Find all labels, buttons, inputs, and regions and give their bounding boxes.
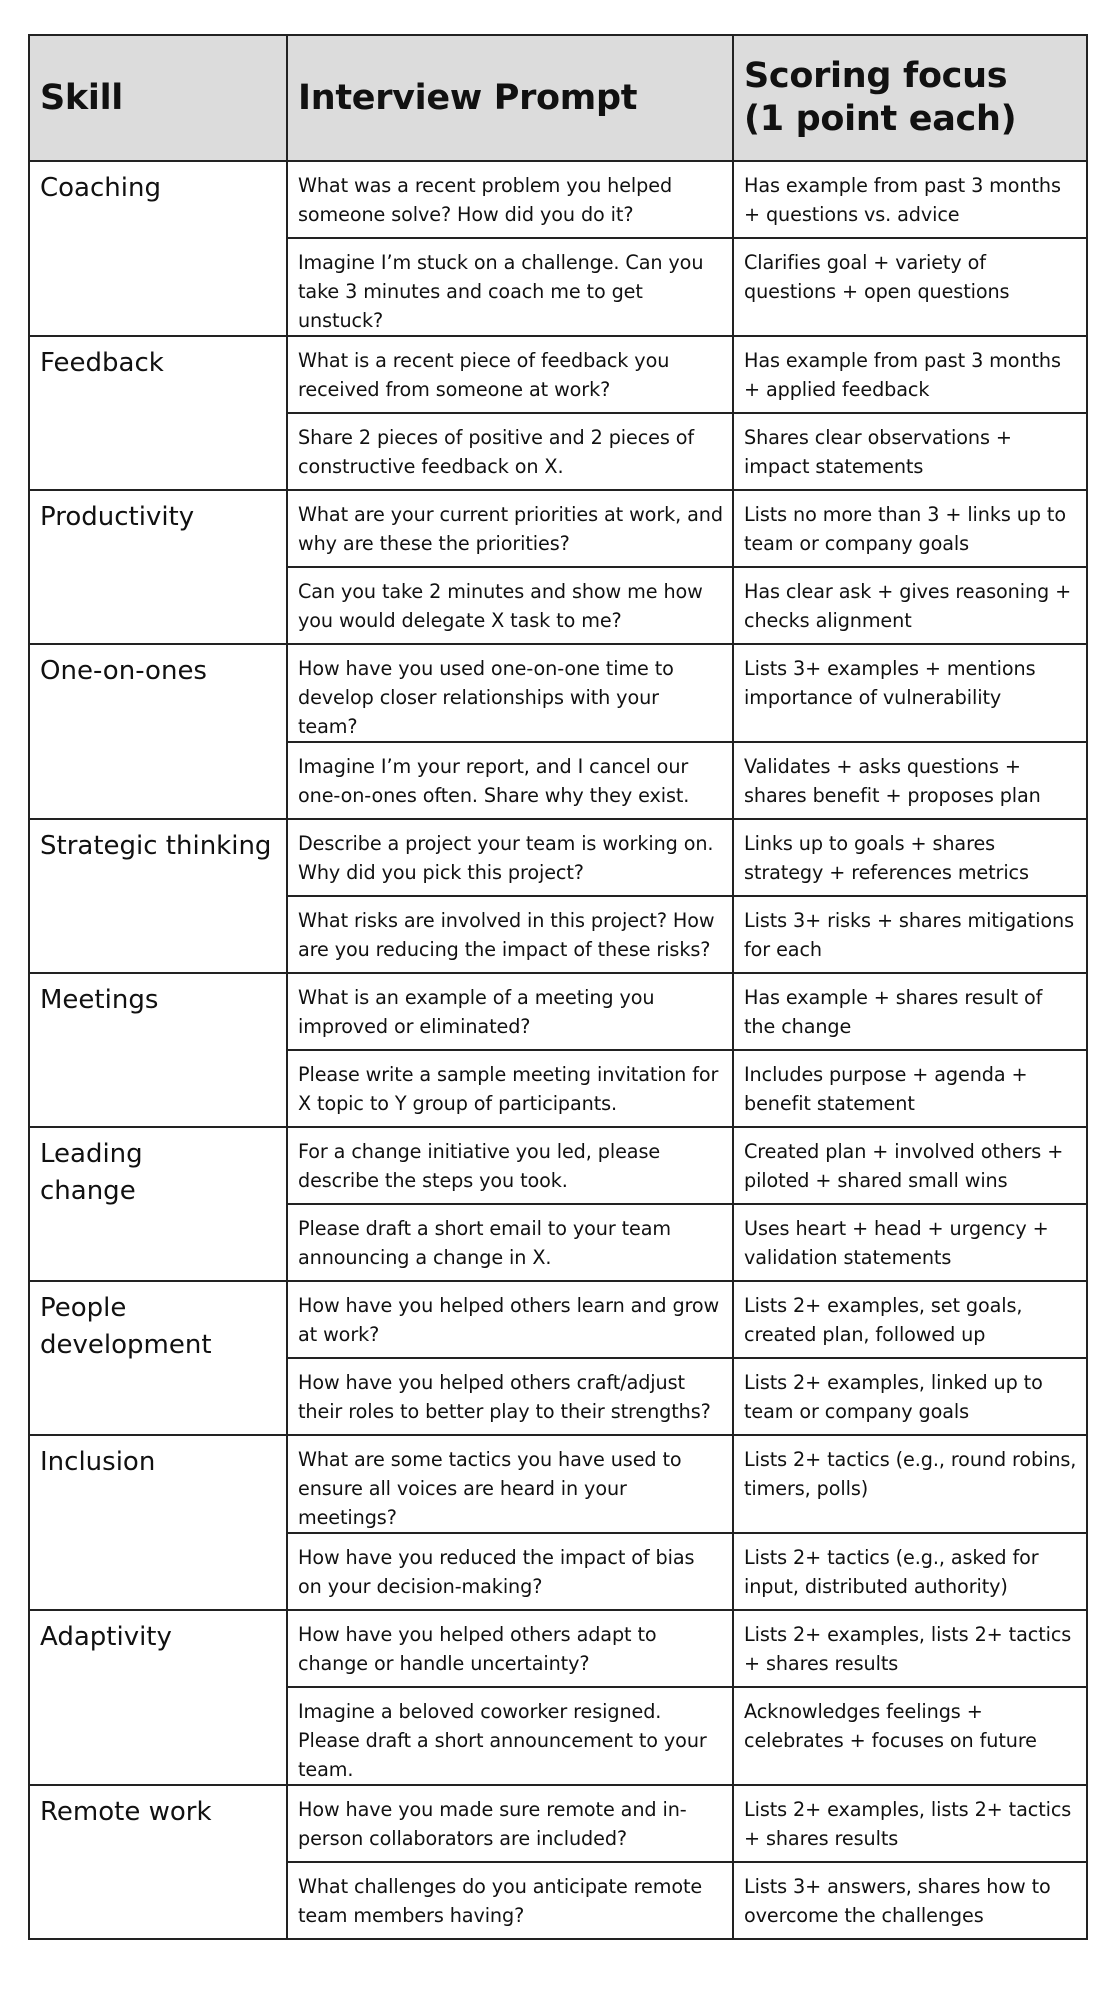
scoring-focus-cell: Lists 2+ tactics (e.g., round robins, timers, polls) — [733, 1435, 1087, 1533]
header-skill-label: Skill — [40, 77, 123, 118]
scoring-focus-cell: Lists 2+ examples, lists 2+ tactics + shares results — [733, 1610, 1087, 1687]
scoring-focus-cell: Created plan + involved others + piloted + shared small wins — [733, 1127, 1087, 1204]
header-scoring-focus — [733, 35, 1087, 161]
scoring-focus-cell: Lists 2+ examples, set goals, created plan, followed up — [733, 1281, 1087, 1358]
interview-prompt-cell: What is an example of a meeting you improved or eliminated? — [287, 973, 733, 1050]
header-skill — [29, 35, 287, 161]
interview-prompt-cell: How have you helped others adapt to change or handle uncertainty? — [287, 1610, 733, 1687]
skill-cell — [29, 490, 287, 644]
interview-prompt-cell: What risks are involved in this project? How are you reducing the impact of these risks? — [287, 896, 733, 973]
skill-cell — [29, 1785, 287, 1939]
scoring-focus-cell: Has example + shares result of the change — [733, 973, 1087, 1050]
interview-prompt-cell: Share 2 pieces of positive and 2 pieces of constructive feedback on X. — [287, 413, 733, 490]
table-row — [29, 161, 1087, 238]
skills-interview-table-container — [28, 34, 1086, 1940]
skill-name: Coaching — [40, 173, 161, 203]
table-row — [29, 1785, 1087, 1862]
skill-cell — [29, 1127, 287, 1281]
skills-interview-table — [28, 34, 1088, 1940]
interview-prompt-cell: For a change initiative you led, please describe the steps you took. — [287, 1127, 733, 1204]
interview-prompt-cell: Imagine a beloved coworker resigned. Please draft a short announcement to your team. — [287, 1687, 733, 1785]
interview-prompt-cell: How have you used one-on-one time to develop closer relationships with your team? — [287, 644, 733, 742]
scoring-focus-cell: Has example from past 3 months + questions vs. advice — [733, 161, 1087, 238]
scoring-focus-cell: Shares clear observations + impact statements — [733, 413, 1087, 490]
header-row — [29, 35, 1087, 161]
skill-name: Adaptivity — [40, 1622, 172, 1652]
table-row — [29, 490, 1087, 567]
interview-prompt-cell: Please write a sample meeting invitation for X topic to Y group of participants. — [287, 1050, 733, 1127]
interview-prompt-cell: What is a recent piece of feedback you received from someone at work? — [287, 336, 733, 413]
table-row — [29, 644, 1087, 742]
skill-cell — [29, 819, 287, 973]
skill-name: Meetings — [40, 985, 159, 1015]
scoring-focus-cell: Uses heart + head + urgency + validation statements — [733, 1204, 1087, 1281]
interview-prompt-cell: Can you take 2 minutes and show me how you would delegate X task to me? — [287, 567, 733, 644]
skill-name: Inclusion — [40, 1447, 156, 1477]
skill-cell — [29, 161, 287, 336]
scoring-focus-cell: Links up to goals + shares strategy + references metrics — [733, 819, 1087, 896]
table-row — [29, 1610, 1087, 1687]
interview-prompt-cell: Imagine I’m your report, and I cancel our one-on-ones often. Share why they exist. — [287, 742, 733, 819]
header-prompt-label: Interview Prompt — [298, 77, 638, 118]
interview-prompt-cell: What are your current priorities at work, and why are these the priorities? — [287, 490, 733, 567]
table-row — [29, 1281, 1087, 1358]
table-row — [29, 1127, 1087, 1204]
interview-prompt-cell: Describe a project your team is working on. Why did you pick this project? — [287, 819, 733, 896]
skill-name: Strategic thinking — [40, 831, 272, 861]
interview-prompt-cell: How have you helped others craft/adjust their roles to better play to their strengths? — [287, 1358, 733, 1435]
interview-prompt-cell: What challenges do you anticipate remote team members having? — [287, 1862, 733, 1939]
scoring-focus-cell: Acknowledges feelings + celebrates + focuses on future — [733, 1687, 1087, 1785]
table-row — [29, 973, 1087, 1050]
scoring-focus-cell: Lists 3+ answers, shares how to overcome the challenges — [733, 1862, 1087, 1939]
interview-prompt-cell: How have you helped others learn and grow at work? — [287, 1281, 733, 1358]
skill-name: Productivity — [40, 502, 195, 532]
table-row — [29, 1435, 1087, 1533]
skill-cell — [29, 1281, 287, 1435]
header-scoring-label: Scoring focus (1 point each) — [744, 56, 1017, 139]
scoring-focus-cell: Lists 2+ examples, linked up to team or company goals — [733, 1358, 1087, 1435]
scoring-focus-cell: Lists 3+ risks + shares mitigations for each — [733, 896, 1087, 973]
interview-prompt-cell: How have you reduced the impact of bias on your decision-making? — [287, 1533, 733, 1610]
skill-cell — [29, 644, 287, 819]
scoring-focus-cell: Lists 2+ tactics (e.g., asked for input, distributed authority) — [733, 1533, 1087, 1610]
scoring-focus-cell: Lists 3+ examples + mentions importance of vulnerability — [733, 644, 1087, 742]
interview-prompt-cell: Imagine I’m stuck on a challenge. Can you take 3 minutes and coach me to get unstuck? — [287, 238, 733, 336]
table-body — [29, 161, 1087, 1939]
scoring-focus-cell: Lists no more than 3 + links up to team or company goals — [733, 490, 1087, 567]
skill-name: Feedback — [40, 348, 164, 378]
skill-cell — [29, 973, 287, 1127]
interview-prompt-cell: Please draft a short email to your team announcing a change in X. — [287, 1204, 733, 1281]
skill-name: Remote work — [40, 1797, 212, 1827]
header-interview-prompt — [287, 35, 733, 161]
scoring-focus-cell: Validates + asks questions + shares benefit + proposes plan — [733, 742, 1087, 819]
skill-cell — [29, 336, 287, 490]
scoring-focus-cell: Has clear ask + gives reasoning + checks alignment — [733, 567, 1087, 644]
table-row — [29, 336, 1087, 413]
skill-cell — [29, 1610, 287, 1785]
scoring-focus-cell: Has example from past 3 months + applied feedback — [733, 336, 1087, 413]
skill-name: One-on-ones — [40, 656, 207, 686]
interview-prompt-cell: What are some tactics you have used to ensure all voices are heard in your meetings? — [287, 1435, 733, 1533]
scoring-focus-cell: Includes purpose + agenda + benefit statement — [733, 1050, 1087, 1127]
table-row — [29, 819, 1087, 896]
scoring-focus-cell: Lists 2+ examples, lists 2+ tactics + shares results — [733, 1785, 1087, 1862]
table-header — [29, 35, 1087, 161]
skill-name: Leading change — [40, 1139, 143, 1206]
skill-cell — [29, 1435, 287, 1610]
interview-prompt-cell: What was a recent problem you helped someone solve? How did you do it? — [287, 161, 733, 238]
interview-prompt-cell: How have you made sure remote and in-person collaborators are included? — [287, 1785, 733, 1862]
skill-name: People development — [40, 1293, 212, 1360]
scoring-focus-cell: Clarifies goal + variety of questions + open questions — [733, 238, 1087, 336]
